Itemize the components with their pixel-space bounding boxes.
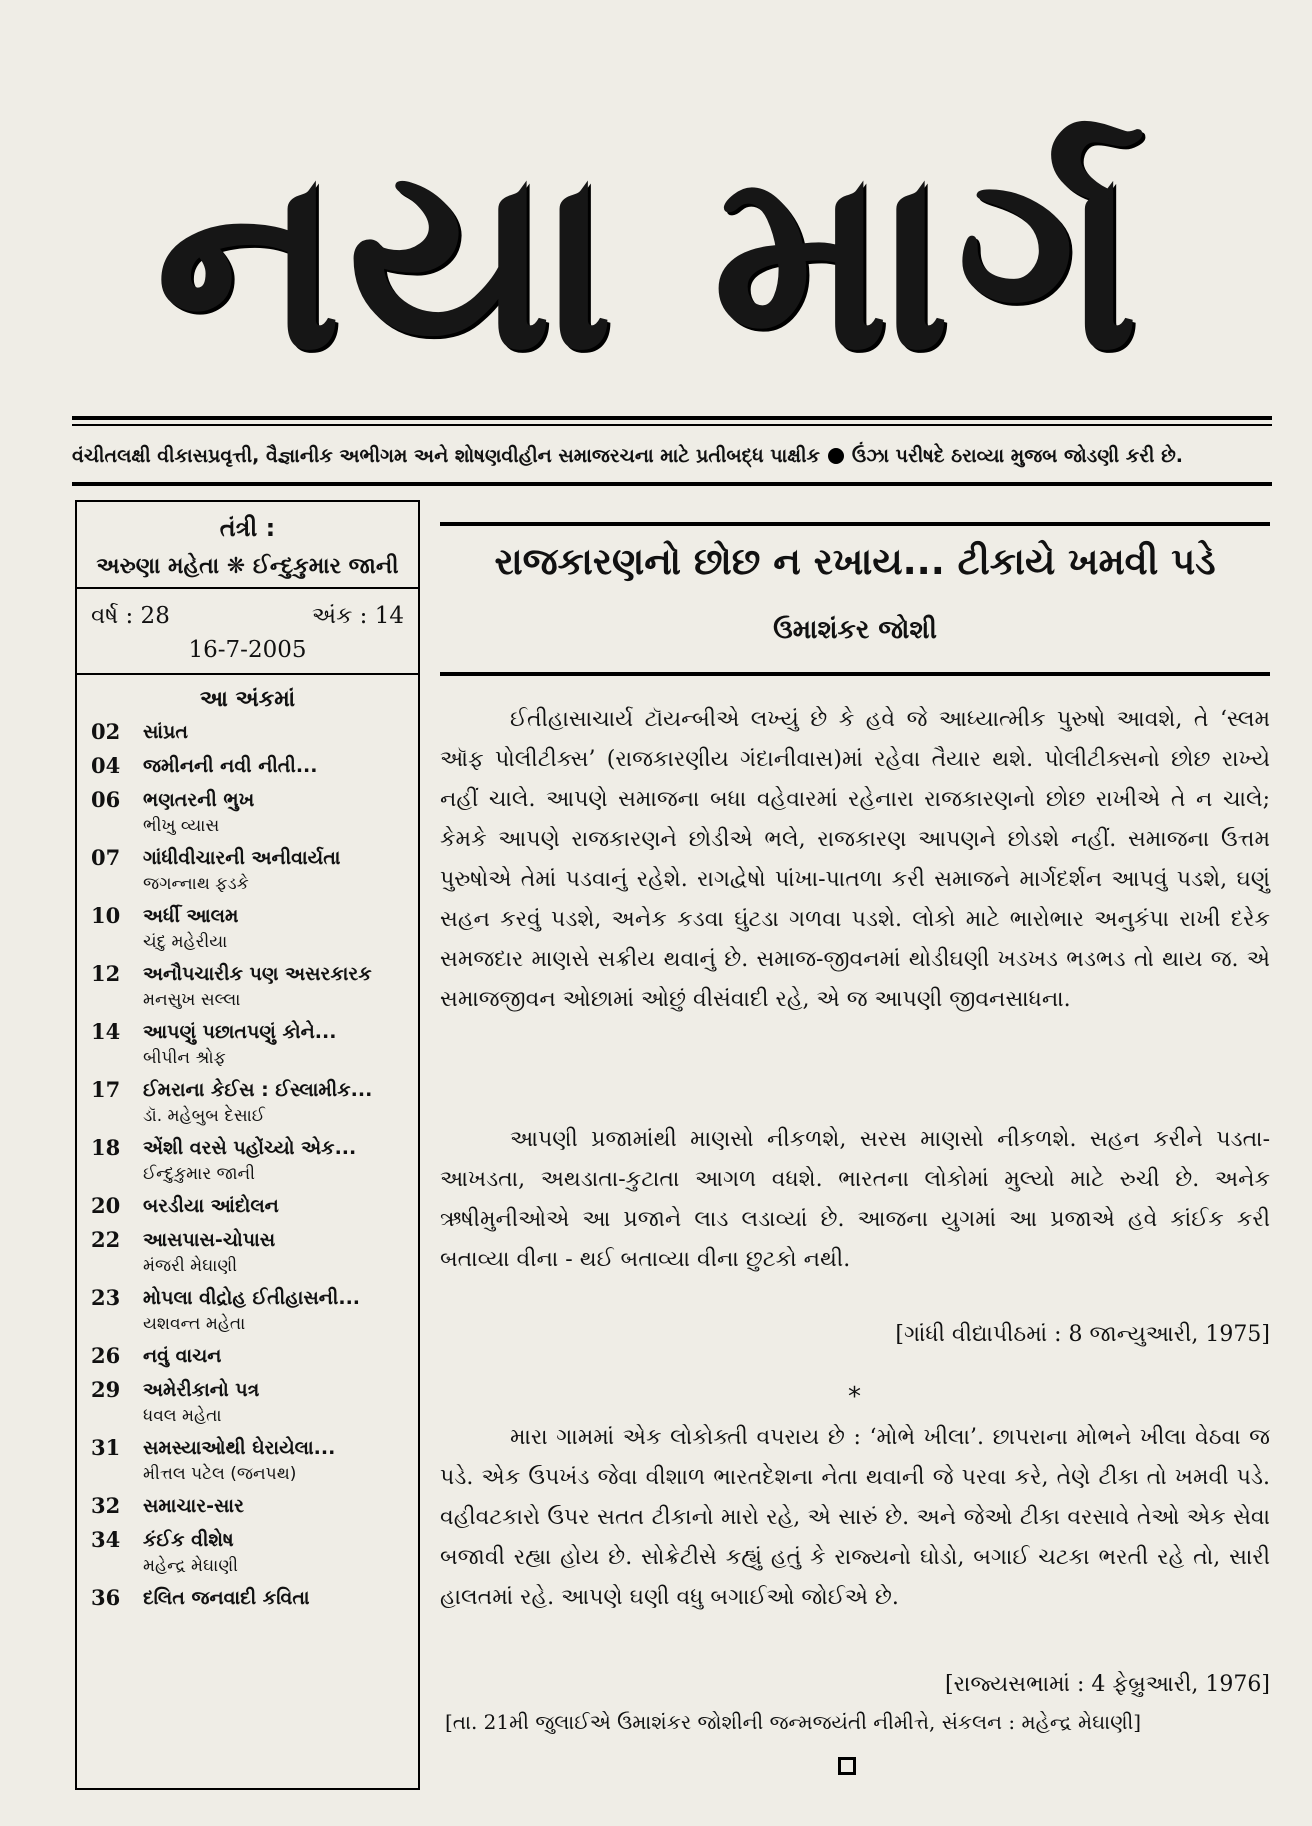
- toc-item: [91, 902, 410, 954]
- issue: અંક : 14: [311, 603, 404, 629]
- tagline-rule: [72, 482, 1272, 486]
- editor-label: તંત્રી :: [219, 514, 276, 542]
- toc-page-number: 07: [91, 845, 121, 870]
- toc-item: [91, 752, 410, 780]
- toc-title: ભણતરની ભુખ: [143, 789, 255, 811]
- toc-line: [91, 1342, 410, 1370]
- tagline-left: વંચીતલક્ષી વીકાસપ્રવૃત્તી, વૈજ્ઞાનીક અભીગમ અને શોષણવીહીન સમાજરચના માટે પ્રતીબદ્ધ પાક્ષીક: [72, 445, 820, 467]
- table-of-contents: [77, 718, 418, 1612]
- article-paragraph-1: ઈતીહાસાચાર્ય ટૉયન્બીએ લખ્યું છે કે હવે જે આધ્યાત્મીક પુરુષો આવશે, તે ‘સ્લમ ઑફ પોલીટીક્સ’ (રાજકારણીય ગંદાનીવાસ)માં રહેવા તૈયાર થશે. પોલીટીક્સનો છોછ રાખ્યે નહીં ચાલે. આપણે સમાજના બધા વહેવારમાં રહેનારા રાજકારણનો છોછ રાખીએ તે ન ચાલે; કેમકે આપણે રાજકારણને છોડીએ ભલે, રાજકારણ આપણને છોડશે નહીં. સમાજના ઉત્તમ પુરુષોએ તેમાં પડવાનું રહેશે. રાગદ્વેષો પાંખા-પાતળા કરી સમાજને માર્ગદર્શન આપવું પડશે, ઘણું સહન કરવું પડશે, અનેક કડવા ઘુંટડા ગળવા પડશે. લોકો માટે ભારોભાર અનુકંપા રાખી દરેક સમજદાર માણસે સક્રીય થવાનું છે. સમાજ-જીવનમાં થોડીઘણી ખડખડ ભડભડ તો થાય જ. એ સમાજજીવન ઓછામાં ઓછું વીસંવાદી રહે, એ જ આપણી જીવનસાધના.: [440, 707, 1270, 1012]
- masthead-title: નયા માર્ગ: [155, 114, 1145, 405]
- toc-title: ઈમરાના કેઈસ : ઈસ્લામીક...: [143, 1079, 373, 1101]
- toc-line: [91, 1284, 410, 1312]
- toc-page-number: 12: [91, 961, 121, 986]
- toc-page-number: 23: [91, 1285, 121, 1310]
- toc-title: એંશી વરસે પહોંચ્યો એક...: [143, 1137, 357, 1159]
- toc-line: [91, 1584, 410, 1612]
- article-source-2: [રાજ્યસભામાં : 4 ફેબ્રુઆરી, 1976]: [945, 1672, 1270, 1697]
- toc-line: [91, 1192, 410, 1220]
- toc-title: કંઈક વીશેષ: [143, 1529, 234, 1551]
- volume-issue: [77, 589, 418, 629]
- article-paragraph-2: આપણી પ્રજામાંથી માણસો નીકળશે, સરસ માણસો નીકળશે. સહન કરીને પડતા-આખડતા, અથડાતા-કુટાતા આગળ વધશે. ભારતના લોકોમાં મુલ્યો માટે રુચી છે. અનેક ઋષીમુનીઓએ આ પ્રજાને લાડ લડાવ્યાં છે. આજના યુગમાં આ પ્રજાએ હવે કાંઈક કરી બતાવ્યા વીના - થઈ બતાવ્યા વીના છુટકો નથી.: [440, 1127, 1270, 1272]
- toc-item: [91, 1076, 410, 1128]
- toc-line: [91, 1134, 410, 1162]
- toc-page-number: 02: [91, 719, 121, 744]
- toc-author: યશવન્ત મહેતા: [143, 1314, 246, 1334]
- toc-page-number: 18: [91, 1135, 121, 1160]
- article-byline: ઉમાશંકર જોશી: [773, 615, 937, 645]
- issue-date: 16-7-2005: [188, 637, 307, 663]
- toc-page-number: 32: [91, 1493, 121, 1518]
- toc-author: ચંદુ મહેરીયા: [143, 932, 228, 952]
- masthead-rule-top-thin: [72, 424, 1272, 426]
- toc-title: આપણું પછાતપણું કોને...: [143, 1021, 337, 1043]
- toc-item: [91, 1226, 410, 1278]
- toc-line: [91, 1018, 410, 1046]
- toc-author: મીત્તલ પટેલ (જનપથ): [143, 1464, 297, 1484]
- toc-item: [91, 1434, 410, 1486]
- sidebar-divider: [77, 673, 418, 675]
- toc-title: બરડીયા આંદોલન: [143, 1195, 279, 1217]
- toc-title: અર્ધી આલમ: [143, 905, 239, 927]
- headline-rule-bottom: [440, 672, 1270, 676]
- bullet-icon: [828, 448, 844, 464]
- toc-item: [91, 844, 410, 896]
- toc-line: [91, 1434, 410, 1462]
- toc-item: [91, 1134, 410, 1186]
- toc-author: બીપીન શ્રોફ: [143, 1048, 226, 1068]
- toc-item: [91, 960, 410, 1012]
- toc-item: [91, 786, 410, 838]
- toc-line: [91, 1076, 410, 1104]
- toc-line: [91, 786, 410, 814]
- toc-line: [91, 1526, 410, 1554]
- volume: વર્ષ : 28: [91, 603, 170, 629]
- toc-line: [91, 960, 410, 988]
- toc-line: [91, 844, 410, 872]
- toc-author: ડૉ. મહેબુબ દેસાઈ: [143, 1106, 265, 1126]
- toc-heading: આ અંકમાં: [199, 687, 296, 712]
- toc-line: [91, 1376, 410, 1404]
- toc-title: સાંપ્રત: [143, 721, 188, 743]
- editors: અરુણા મહેતા ❋ ઈન્દુકુમાર જાની: [96, 554, 399, 579]
- toc-page-number: 26: [91, 1343, 121, 1368]
- masthead: [150, 114, 1150, 405]
- toc-line: [91, 718, 410, 746]
- toc-title: દલિત જનવાદી કવિતા: [143, 1587, 310, 1609]
- toc-item: [91, 1192, 410, 1220]
- toc-page-number: 29: [91, 1377, 121, 1402]
- article-paragraph-3: મારા ગામમાં એક લોકોક્તી વપરાય છે : ‘મોભે ખીલા’. છાપરાના મોભને ખીલા વેઠવા જ પડે. એક ઉપખંડ જેવા વીશાળ ભારતદેશના નેતા થવાની જે પરવા કરે, તેણે ટીકા તો ખમવી પડે. વહીવટકારો ઉપર સતત ટીકાનો મારો રહે, એ સારું છે. અને જેઓ ટીકા વરસાવે તેઓ એક સેવા બજાવી રહ્યા હોય છે. સોક્રેટીસે કહ્યું હતું કે રાજ્યનો ઘોડો, બગાઈ ચટકા ભરતી રહે તો, સારી હાલતમાં રહે. આપણે ઘણી વધુ બગાઈઓ જોઈએ છે.: [440, 1425, 1270, 1610]
- toc-page-number: 06: [91, 787, 121, 812]
- toc-author: મનસુખ સલ્લા: [143, 990, 241, 1010]
- toc-page-number: 04: [91, 753, 121, 778]
- end-mark-icon: [838, 1757, 856, 1775]
- toc-item: [91, 1342, 410, 1370]
- tagline-right: ઉંઝા પરીષદે ઠરાવ્યા મુજબ જોડણી કરી છે.: [851, 445, 1184, 467]
- toc-item: [91, 1584, 410, 1612]
- toc-page-number: 36: [91, 1585, 121, 1610]
- toc-page-number: 34: [91, 1527, 121, 1552]
- sidebar: [75, 500, 420, 1790]
- toc-title: જમીનની નવી નીતી...: [143, 755, 318, 777]
- article-credit: [તા. 21મી જુલાઈએ ઉમાશંકર જોશીની જન્મજયંતી નીમીત્તે, સંકલન : મહેન્દ્ર મેઘાણી]: [445, 1710, 1142, 1734]
- toc-line: [91, 1226, 410, 1254]
- toc-title: ગાંધીવીચારની અનીવાર્યતા: [143, 847, 341, 869]
- article-source-1: [ગાંધી વીદ્યાપીઠમાં : 8 જાન્યુઆરી, 1975]: [895, 1322, 1270, 1347]
- toc-page-number: 20: [91, 1193, 121, 1218]
- toc-author: જગન્નાથ ફડકે: [143, 874, 249, 894]
- toc-page-number: 10: [91, 903, 121, 928]
- toc-author: ભીખુ વ્યાસ: [143, 816, 220, 836]
- toc-page-number: 31: [91, 1435, 121, 1460]
- toc-page-number: 14: [91, 1019, 121, 1044]
- section-separator: *: [848, 1382, 861, 1412]
- toc-item: [91, 718, 410, 746]
- toc-page-number: 17: [91, 1077, 121, 1102]
- masthead-rule-top: [72, 416, 1272, 420]
- toc-page-number: 22: [91, 1227, 121, 1252]
- toc-item: [91, 1376, 410, 1428]
- toc-item: [91, 1492, 410, 1520]
- toc-author: ઈન્દુકુમાર જાની: [143, 1164, 256, 1184]
- toc-item: [91, 1284, 410, 1336]
- headline-rule-top: [440, 522, 1270, 526]
- toc-title: સમાચાર-સાર: [143, 1495, 244, 1517]
- toc-author: મહેન્દ્ર મેઘાણી: [143, 1556, 239, 1576]
- article-headline: રાજકારણનો છોછ ન રખાય... ટીકાયે ખમવી પડે: [494, 540, 1216, 583]
- toc-line: [91, 902, 410, 930]
- toc-item: [91, 1018, 410, 1070]
- toc-title: મોપલા વીદ્રોહ ઈતીહાસની...: [143, 1287, 360, 1309]
- toc-title: સમસ્યાઓથી ઘેરાયેલા...: [143, 1437, 336, 1459]
- toc-title: અમેરીકાનો પત્ર: [143, 1379, 260, 1401]
- toc-author: ધવલ મહેતા: [143, 1406, 222, 1426]
- toc-title: અનૌપચારીક પણ અસરકારક: [143, 963, 372, 985]
- toc-title: આસપાસ-ચોપાસ: [143, 1229, 276, 1251]
- toc-item: [91, 1526, 410, 1578]
- toc-title: નવું વાચન: [143, 1345, 222, 1367]
- toc-author: મંજરી મેઘાણી: [143, 1256, 238, 1276]
- tagline: [72, 436, 1272, 476]
- toc-line: [91, 752, 410, 780]
- toc-line: [91, 1492, 410, 1520]
